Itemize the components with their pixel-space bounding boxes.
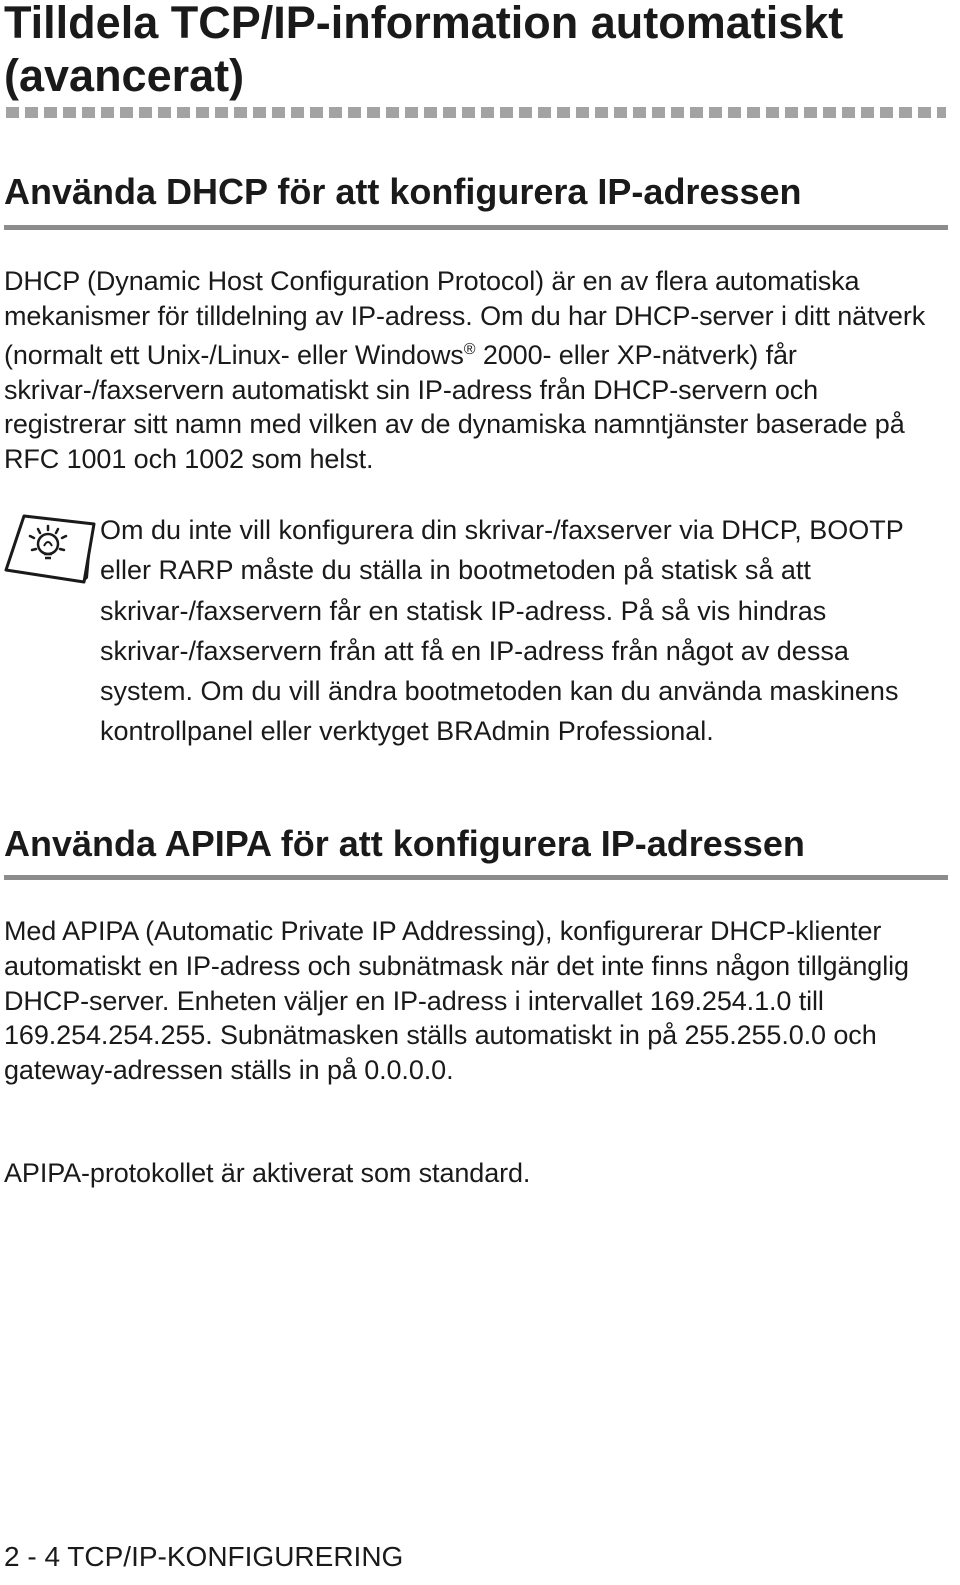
section-heading-dhcp: Använda DHCP för att konfigurera IP-adressen bbox=[4, 171, 802, 212]
section-heading-apipa: Använda APIPA för att konfigurera IP-adressen bbox=[4, 823, 805, 864]
dhcp-paragraph-text: DHCP (Dynamic Host Configuration Protocol) är en av flera automatiska mekanismer för tilldelning av IP-adress. Om du har DHCP-server i ditt nätverk (normalt ett Unix-/Linux- eller Windows bbox=[4, 266, 926, 371]
title-dashed-rule bbox=[6, 107, 946, 118]
dhcp-paragraph-text-continued: 2000- eller XP-nätverk) får skrivar-/faxservern automatiskt sin IP-adress från DHCP-servern och registrerar sitt namn med vilken av de dynamiska namntjänster baserade på RFC 1001 och 1002 som helst. bbox=[4, 340, 905, 474]
section-rule-apipa bbox=[4, 875, 948, 880]
registered-symbol: ® bbox=[463, 341, 476, 359]
apipa-paragraph: Med APIPA (Automatic Private IP Addressing), konfigurerar DHCP-klienter automatiskt en IP-adress och subnätmask när det inte finns någon tillgänglig DHCP-server. Enheten väljer en IP-adress i intervallet 169.254.1.0 till 169.254.254.255. Subnätmasken ställs automatiskt in på 255.255.0.0 och gateway-adressen ställs in på 0.0.0.0. bbox=[4, 916, 909, 1086]
note-text: Om du inte vill konfigurera din skrivar-/faxserver via DHCP, BOOTP eller RARP måste du ställa in bootmetoden på statisk så att skrivar-/faxservern får en statisk IP-adress. På så vis hindras skrivar-/faxservern från att få en IP-adress från något av dessa system. Om du vill ändra bootmetoden kan du använda maskinens kontrollpanel eller verktyget BRAdmin Professional. bbox=[100, 515, 904, 747]
page-title: Tilldela TCP/IP-information automatiskt (avancerat) bbox=[4, 0, 844, 101]
note-lightbulb-icon bbox=[4, 512, 96, 584]
dhcp-paragraph bbox=[4, 264, 946, 477]
section-rule-dhcp bbox=[4, 225, 948, 230]
page-footer: 2 - 4 TCP/IP-KONFIGURERING bbox=[4, 1541, 404, 1572]
apipa-default-paragraph: APIPA-protokollet är aktiverat som standard. bbox=[4, 1158, 531, 1188]
